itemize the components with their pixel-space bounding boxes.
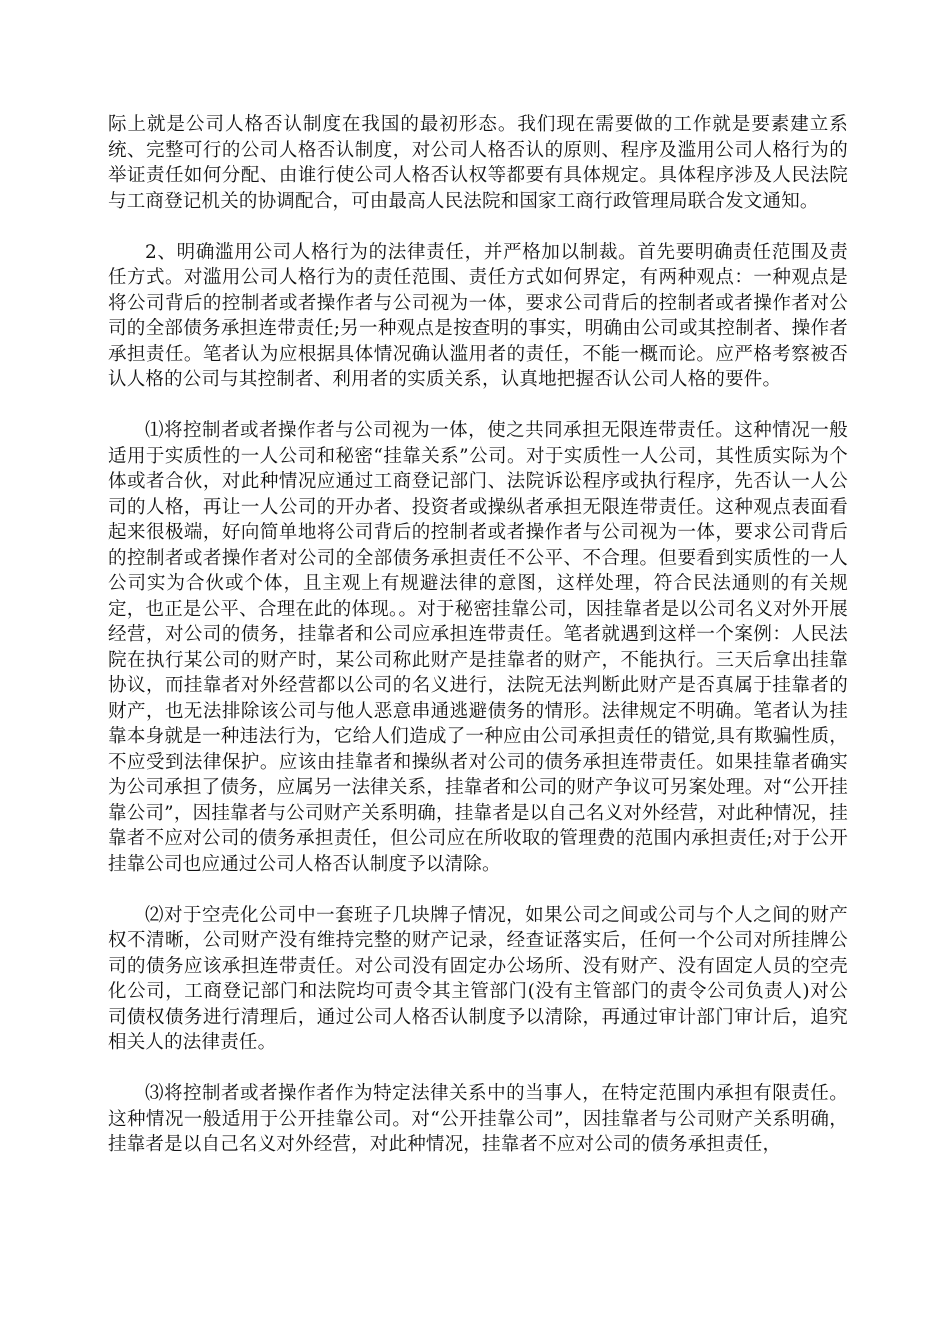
paragraph-item-3: ⑶将控制者或者操作者作为特定法律关系中的当事人，在特定范围内承担有限责任。这种情况一般适用于公开挂靠公司。对“公开挂靠公司”，因挂靠者与公司财产关系明确，挂靠者是以自己名义对外经营，对此种情况，挂靠者不应对公司的债务承担责任， <box>108 1083 848 1155</box>
paragraph-continuation: 际上就是公司人格否认制度在我国的最初形态。我们现在需要做的工作就是要素建立系统、完整可行的公司人格否认制度，对公司人格否认的原则、程序及滥用公司人格行为的举证责任如何分配、由谁行使公司人格否认权等都要有具体规定。具体程序涉及人民法院与工商登记机关的协调配合，可由最高人民法院和国家工商行政管理局联合发文通知。 <box>108 114 848 212</box>
paragraph-item-1: ⑴将控制者或者操作者与公司视为一体，使之共同承担无限连带责任。这种情况一般适用于实质性的一人公司和秘密“挂靠关系”公司。对于实质性一人公司，其性质实际为个体或者合伙，对此种情况应通过工商登记部门、法院诉讼程序或执行程序，先否认一人公司的人格，再让一人公司的开办者、投资者或操纵者承担无限连带责任。这种观点表面看起来很极端，好向简单地将公司背后的控制者或者操作者与公司视为一体，要求公司背后的控制者或者操作者对公司的全部债务承担责任不公平、不合理。但要看到实质性的一人公司实为合伙或个体，且主观上有规避法律的意图，这样处理，符合民法通则的有关规定，也正是公平、合理在此的体现。。对于秘密挂靠公司，因挂靠者是以公司名义对外开展经营，对公司的债务，挂靠者和公司应承担连带责任。笔者就遇到这样一个案例：人民法院在执行某公司的财产时，某公司称此财产是挂靠者的财产，不能执行。三天后拿出挂靠协议，而挂靠者对外经营都以公司的名义进行，法院无法判断此财产是否真属于挂靠者的财产，也无法排除该公司与他人恶意串通逃避债务的情形。法律规定不明确。笔者认为挂靠本身就是一种违法行为，它给人们造成了一种应由公司承担责任的错觉,具有欺骗性质，不应受到法律保护。应该由挂靠者和操纵者对公司的债务承担连带责任。如果挂靠者确实为公司承担了债务，应属另一法律关系，挂靠者和公司的财产争议可另案处理。对“公开挂靠公司”，因挂靠者与公司财产关系明确，挂靠者是以自己名义对外经营，对此种情况，挂靠者不应对公司的债务承担责任，但公司应在所收取的管理费的范围内承担责任;对于公开挂靠公司也应通过公司人格否认制度予以清除。 <box>108 420 848 875</box>
document-page <box>108 112 848 1183</box>
paragraph-item-2: ⑵对于空壳化公司中一套班子几块牌子情况，如果公司之间或公司与个人之间的财产权不清晰，公司财产没有维持完整的财产记录，经查证落实后，任何一个公司对所挂牌公司的债务应该承担连带责任。对公司没有固定办公场所、没有财产、没有固定人员的空壳化公司，工商登记部门和法院均可责令其主管部门(没有主管部门的责令公司负责人)对公司债权债务进行清理后，通过公司人格否认制度予以清除，再通过审计部门审计后，追究相关人的法律责任。 <box>108 904 848 1053</box>
paragraph-legal-liability: 2、明确滥用公司人格行为的法律责任，并严格加以制裁。首先要明确责任范围及责任方式。对滥用公司人格行为的责任范围、责任方式如何界定，有两种观点：一种观点是将公司背后的控制者或者操作者与公司视为一体，要求公司背后的控制者或者操作者对公司的全部债务承担连带责任;另一种观点是按查明的事实，明确由公司或其控制者、操作者承担责任。笔者认为应根据具体情况确认滥用者的责任，不能一概而论。应严格考察被否认人格的公司与其控制者、利用者的实质关系，认真地把握否认公司人格的要件。 <box>108 241 848 390</box>
